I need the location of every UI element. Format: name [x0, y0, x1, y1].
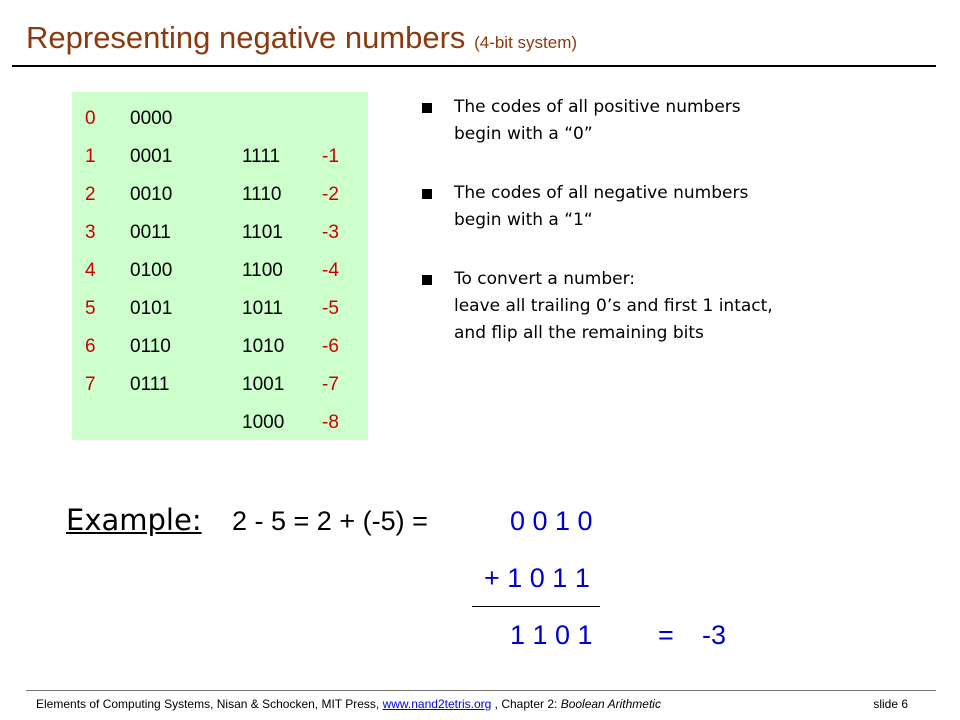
- table-row: [72, 366, 368, 404]
- positive-code-cell: 0101: [130, 298, 173, 319]
- negative-code-cell: 1110: [242, 184, 282, 205]
- bullet-text: begin with a “0”: [454, 124, 593, 144]
- title-divider: [12, 65, 936, 67]
- bullet-text: The codes of all positive numbers: [454, 97, 741, 117]
- bullet-text: begin with a “1“: [454, 210, 593, 230]
- operand-1: 0 0 1 0: [510, 506, 593, 536]
- table-row: [72, 100, 368, 138]
- negative-code-cell: 1111: [242, 146, 281, 167]
- table-row: [72, 176, 368, 214]
- decimal-cell: 0: [85, 108, 96, 129]
- bullet-text: and flip all the remaining bits: [454, 323, 704, 343]
- table-row: [72, 328, 368, 366]
- slide-title: [26, 20, 577, 56]
- positive-code-cell: 0110: [130, 336, 171, 357]
- footer-citation: [36, 697, 661, 711]
- positive-code-cell: 0000: [130, 108, 173, 129]
- footer-prefix: Elements of Computing Systems, Nisan & Schocken, MIT Press,: [36, 697, 383, 711]
- bullet-square-icon: [422, 275, 432, 285]
- footer-divider: [26, 690, 936, 691]
- positive-code-cell: 0011: [130, 222, 171, 243]
- negative-decimal-cell: -6: [322, 336, 339, 357]
- slide-title-sub: (4-bit system): [474, 33, 578, 52]
- table-row: [72, 138, 368, 176]
- negative-code-cell: 1001: [242, 374, 285, 395]
- slide-title-main: Representing negative numbers: [26, 20, 466, 55]
- decimal-cell: 6: [85, 336, 96, 357]
- result-value: -3: [702, 620, 727, 650]
- negative-decimal-cell: -8: [322, 412, 339, 433]
- negative-decimal-cell: -5: [322, 298, 339, 319]
- negative-decimal-cell: -3: [322, 222, 339, 243]
- negative-code-cell: 1011: [242, 298, 283, 319]
- footer-chapter: Boolean Arithmetic: [560, 697, 661, 711]
- decimal-cell: 4: [85, 260, 96, 281]
- negative-code-cell: 1010: [242, 336, 285, 357]
- decimal-cell: 1: [85, 146, 96, 167]
- positive-code-cell: 0111: [130, 374, 170, 395]
- bullet-square-icon: [422, 103, 432, 113]
- negative-decimal-cell: -4: [322, 260, 339, 281]
- result-equals: =: [658, 620, 674, 650]
- slide-number: slide 6: [873, 697, 908, 711]
- table-row: [72, 290, 368, 328]
- negative-code-cell: 1101: [242, 222, 283, 243]
- bullet-square-icon: [422, 189, 432, 199]
- sum-result: 1 1 0 1: [510, 620, 593, 650]
- table-row: [72, 214, 368, 252]
- example-label: Example:: [66, 503, 202, 537]
- positive-code-cell: 0100: [130, 260, 173, 281]
- negative-decimal-cell: -7: [322, 374, 339, 395]
- footer-middle: , Chapter 2:: [491, 697, 561, 711]
- negative-decimal-cell: -1: [322, 146, 339, 167]
- bullet-text: The codes of all negative numbers: [454, 183, 749, 203]
- negative-code-cell: 1000: [242, 412, 285, 433]
- bullet-text: To convert a number:: [454, 269, 635, 289]
- decimal-cell: 3: [85, 222, 96, 243]
- decimal-cell: 2: [85, 184, 96, 205]
- footer-link[interactable]: www.nand2tetris.org: [382, 697, 492, 711]
- table-row: [72, 404, 368, 442]
- positive-code-cell: 0001: [130, 146, 173, 167]
- twos-complement-table: [72, 92, 368, 440]
- sum-underline: [472, 606, 600, 607]
- operand-2: + 1 0 1 1: [484, 563, 590, 593]
- decimal-cell: 5: [85, 298, 96, 319]
- negative-decimal-cell: -2: [322, 184, 339, 205]
- positive-code-cell: 0010: [130, 184, 173, 205]
- table-row: [72, 252, 368, 290]
- decimal-cell: 7: [85, 374, 96, 395]
- negative-code-cell: 1100: [242, 260, 283, 281]
- example-expression: 2 - 5 = 2 + (-5) =: [232, 506, 428, 536]
- bullet-text: leave all trailing 0’s and first 1 intact,: [454, 296, 773, 316]
